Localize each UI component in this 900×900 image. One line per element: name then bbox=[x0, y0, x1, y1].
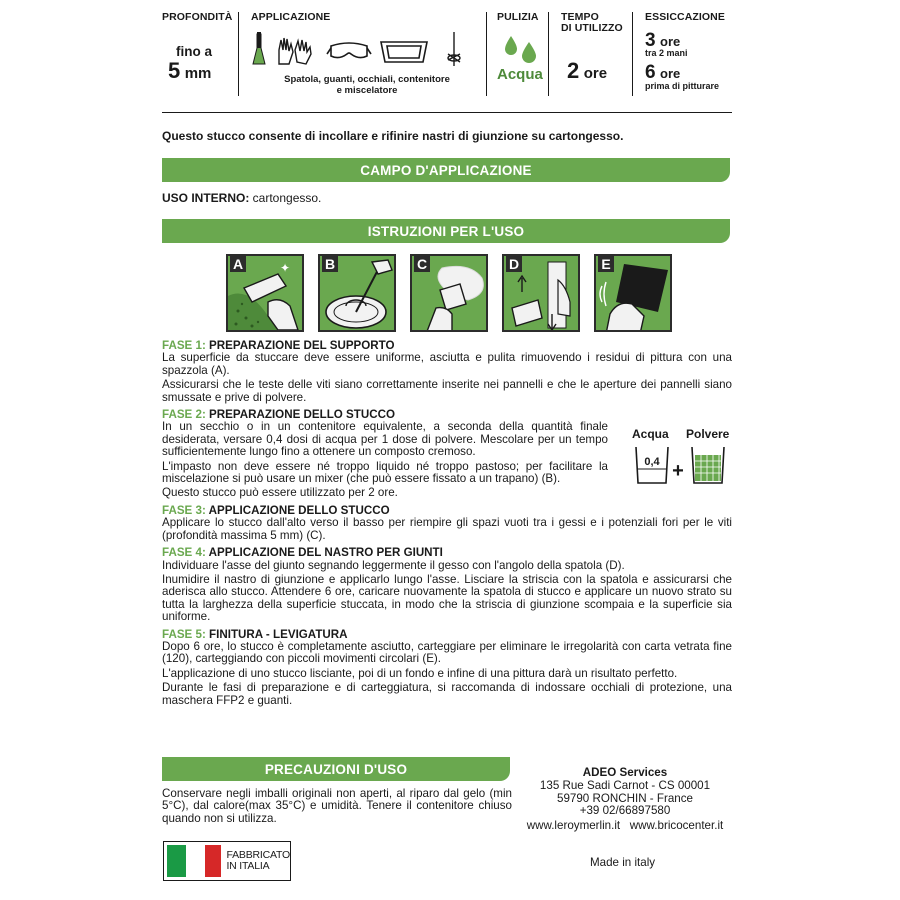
fase-heading: APPLICAZIONE DEL NASTRO PER GIUNTI bbox=[208, 546, 443, 560]
spec-essiccazione bbox=[632, 12, 732, 96]
spec-profondita bbox=[162, 12, 238, 96]
intro-text: Questo stucco consente di incollare e rifinire nastri di giunzione su cartongesso. bbox=[162, 129, 624, 143]
address-line: 59790 RONCHIN - France bbox=[557, 791, 693, 805]
spec-unit: ore bbox=[660, 66, 681, 81]
section-title: CAMPO D'APPLICAZIONE bbox=[360, 162, 532, 178]
spec-caption bbox=[251, 74, 483, 96]
spec-value: 5 bbox=[168, 58, 181, 83]
fase-heading: APPLICAZIONE DELLO STUCCO bbox=[208, 503, 390, 517]
step-letter: B bbox=[322, 256, 338, 272]
step-letter: C bbox=[414, 256, 430, 272]
section-band-istruzioni bbox=[162, 219, 730, 243]
spec-header: PULIZIA bbox=[497, 11, 539, 23]
mix-powder-label: Polvere bbox=[686, 427, 730, 441]
uso-interno bbox=[162, 191, 321, 205]
step-c-image bbox=[410, 254, 488, 332]
spec-value: 2 bbox=[567, 58, 580, 83]
section-band-precauzioni bbox=[162, 757, 510, 781]
instructions-body bbox=[162, 340, 732, 707]
step-illustrations bbox=[226, 254, 672, 332]
uso-label: USO INTERNO: bbox=[162, 191, 250, 205]
water-drops-icon bbox=[501, 34, 545, 64]
phone: +39 02/66897580 bbox=[579, 804, 671, 818]
tools-icons bbox=[249, 30, 485, 70]
spec-unit: ore bbox=[660, 34, 681, 49]
fase-4-title bbox=[162, 547, 732, 559]
fase-paragraph: L'applicazione di uno stucco lisciante, poi di un fondo e infine di una pittura darà un risultato perfetto. bbox=[162, 666, 678, 680]
step-a-image bbox=[226, 254, 304, 332]
step-d-image bbox=[502, 254, 580, 332]
container-icon bbox=[381, 42, 427, 62]
spec-caption-line: e miscelatore bbox=[336, 85, 398, 96]
fase-paragraph: Individuare l'asse del giunto segnando leggermente il gesso con l'angolo della spatola (D). bbox=[162, 558, 625, 572]
fase-heading: FINITURA - LEVIGATURA bbox=[209, 627, 348, 641]
spec-applicazione bbox=[238, 12, 486, 96]
fase-paragraph: In un secchio o in un contenitore equivalente, a seconda della quantità finale desiderata, versare 0,4 dosi di acqua per 1 dose di polvere. Mescolare per un tempo sufficientemente lungo fino a ottenere un composto cremoso. bbox=[162, 420, 608, 459]
made-in-italy-badge bbox=[163, 841, 291, 881]
svg-text:✦: ✦ bbox=[280, 261, 291, 275]
mix-water-label: Acqua bbox=[632, 427, 669, 441]
websites: www.leroymerlin.it www.bricocenter.it bbox=[526, 819, 724, 833]
address-line: 135 Rue Sadi Carnot - CS 00001 bbox=[539, 778, 711, 792]
fase-paragraph: Applicare lo stucco dall'alto verso il basso per riempire gli spazi vuoti tra i gessi e i potenziali fori per le viti (profondità massima 5 mm) (C). bbox=[162, 516, 732, 542]
spec-value: Acqua bbox=[497, 66, 543, 83]
fase-paragraph: Questo stucco può essere utilizzato per 2 ore. bbox=[162, 486, 398, 500]
step-letter: A bbox=[230, 256, 246, 272]
spec-note: tra 2 mani bbox=[645, 48, 688, 58]
step-letter: D bbox=[506, 256, 522, 272]
spec-value: 3 bbox=[645, 30, 656, 51]
spec-header: PROFONDITÀ bbox=[162, 11, 233, 23]
spec-value-row bbox=[168, 60, 211, 83]
made-in: Made in italy bbox=[590, 856, 656, 869]
gloves-icon bbox=[279, 38, 311, 64]
fase-heading: PREPARAZIONE DELLO STUCCO bbox=[209, 408, 395, 422]
fase-heading: PREPARAZIONE DEL SUPPORTO bbox=[209, 339, 395, 352]
mix-plus: + bbox=[672, 460, 684, 482]
spec-unit: ore bbox=[583, 65, 608, 82]
fase-paragraph: La superficie da stuccare deve essere uniforme, asciutta e pulita rimuovendo i residui di pittura con una spazzola (A). bbox=[162, 351, 732, 377]
fase-number: FASE 5: bbox=[162, 627, 206, 641]
step-e-image bbox=[594, 254, 672, 332]
fase-paragraph: Inumidire il nastro di giunzione e applicarlo lungo l'asse. Lisciare la striscia con la spatola e assicurarsi che aderisca allo stucco. Attendere 6 ore, caricare nuovamente la spatola di stucco e applicare un nuovo strato su tutta la larghezza della superficie stuccata, in modo che la striscia di giunzione scompaia e la superficie sia uniforme. bbox=[162, 572, 732, 624]
mix-icons bbox=[632, 443, 732, 489]
company-name: ADEO Services bbox=[582, 766, 668, 779]
spec-caption-line: Spatola, guanti, occhiali, contenitore bbox=[284, 74, 450, 85]
precauzioni-text: Conservare negli imballi originali non aperti, al riparo dal gelo (min 5°C), dal calore(max 35°C) e umidità. Tenere il contenitore chiuso quando non si utilizza. bbox=[162, 787, 512, 825]
uso-text: cartongesso. bbox=[249, 191, 322, 205]
mix-ratio bbox=[632, 427, 732, 487]
spec-header: ESSICCAZIONE bbox=[645, 11, 725, 23]
divider bbox=[162, 112, 732, 113]
powder-bucket-icon bbox=[692, 447, 724, 483]
spec-tempo bbox=[548, 12, 632, 96]
fase-paragraph: Dopo 6 ore, lo stucco è completamente asciutto, carteggiare per eliminare le irregolarità con carta vetrata fine (120), carteggiando con piccoli movimenti circolari (E). bbox=[162, 639, 732, 666]
spec-header: DI UTILIZZO bbox=[561, 22, 623, 34]
spec-line: fino a bbox=[176, 44, 212, 59]
fase-number: FASE 1: bbox=[162, 339, 206, 352]
spec-value-row bbox=[567, 60, 607, 83]
spatula-icon bbox=[253, 32, 265, 64]
step-letter: E bbox=[598, 256, 614, 272]
section-title: PRECAUZIONI D'USO bbox=[264, 761, 408, 777]
fase-paragraph: Assicurarsi che le teste delle viti siano correttamente inserite nei pannelli e che le aperture dei pannelli siano smussate e prive di polvere. bbox=[162, 378, 732, 404]
spec-note: prima di pitturare bbox=[645, 81, 720, 91]
fase-paragraph: Durante le fasi di preparazione e di carteggiatura, si raccomanda di indossare occhiali di protezione, una maschera FFP2 e guanti. bbox=[162, 681, 732, 707]
spec-strip bbox=[162, 12, 732, 96]
manufacturer-address bbox=[515, 767, 735, 833]
fase-number: FASE 3: bbox=[162, 503, 206, 517]
spec-value: 6 bbox=[645, 62, 656, 83]
spec-header: APPLICAZIONE bbox=[251, 11, 331, 23]
fase-paragraph: L'impasto non deve essere né troppo liquido né troppo pastoso; per facilitare la miscelazione si può usare un mixer (che può essere fissato a un trapano) (B). bbox=[162, 459, 608, 486]
fase-number: FASE 2: bbox=[162, 408, 206, 422]
badge-line: FABBRICATO bbox=[226, 849, 290, 861]
step-b-image bbox=[318, 254, 396, 332]
spec-unit: mm bbox=[184, 65, 212, 82]
spec-pulizia bbox=[486, 12, 548, 96]
badge-text bbox=[226, 850, 290, 872]
mixer-icon bbox=[448, 32, 460, 66]
mix-dose: 0,4 bbox=[644, 456, 660, 468]
badge-line: IN ITALIA bbox=[226, 860, 270, 872]
goggles-icon bbox=[327, 43, 371, 58]
spec-header: TEMPO bbox=[561, 11, 599, 23]
section-title: ISTRUZIONI PER L'USO bbox=[367, 223, 525, 239]
italian-flag-icon bbox=[167, 845, 221, 877]
section-band-campo bbox=[162, 158, 730, 182]
fase-number: FASE 4: bbox=[162, 546, 206, 560]
